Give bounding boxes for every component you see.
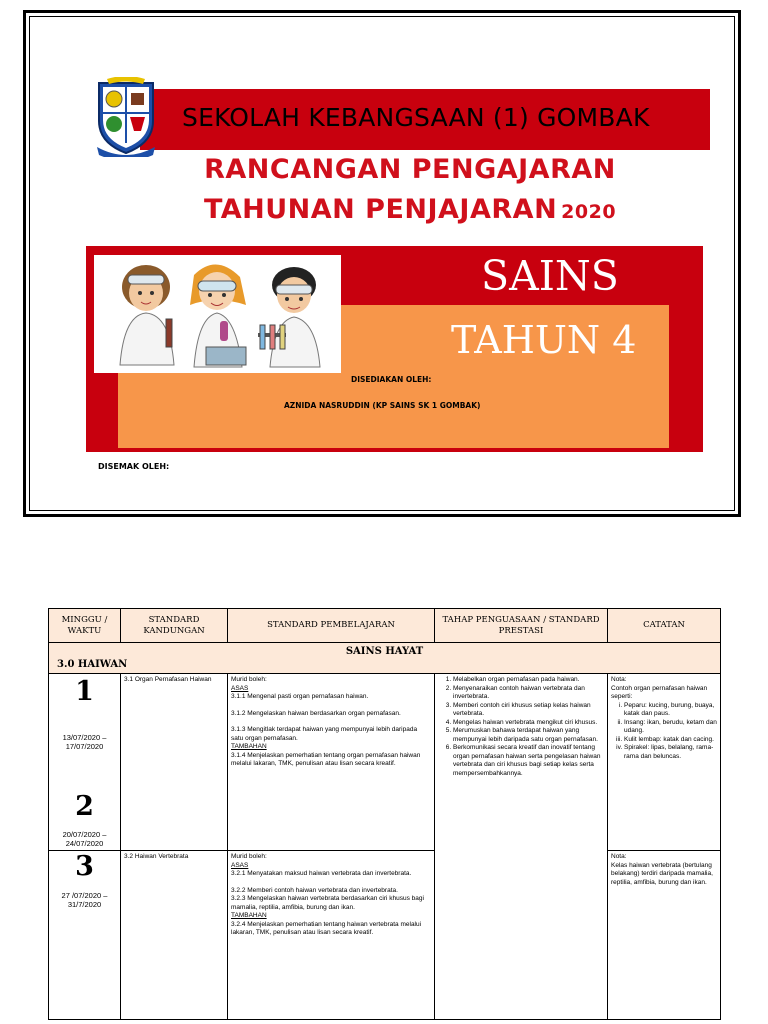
learning-standard-2 bbox=[228, 851, 435, 1020]
week-cell-1-2 bbox=[49, 674, 121, 851]
children-scientists-illustration bbox=[94, 255, 341, 373]
performance-item-4: 4. Mengelas haiwan vertebrata mengikut ciri khusus. bbox=[453, 719, 604, 728]
tambahan-heading: TAMBAHAN bbox=[231, 912, 267, 919]
table-row bbox=[49, 674, 721, 851]
performance-item-6: 6. Berkomunikasi secara kreatif dan inovatif tentang organ pernafasan haiwan serta pengelasan haiwan vertebrata dan ciri khusus bagi setiap kelas serta mempersembahkannya. bbox=[453, 744, 604, 778]
note-item-4: iv. Spirakel: lipas, belalang, rama-rama dan beluncas. bbox=[624, 744, 717, 761]
subject-year: TAHUN 4 bbox=[451, 318, 637, 362]
week-number-2: 2 bbox=[75, 791, 94, 822]
scientist-child-3 bbox=[258, 267, 320, 367]
standard-3-2-2: 3.2.2 Memberi contoh haiwan vertebrata dan invertebrata. bbox=[231, 886, 398, 894]
standard-3-2-1: 3.2.1 Menyatakan maksud haiwan vertebrata dan invertebrata. bbox=[231, 870, 412, 877]
notes-cell-2 bbox=[608, 851, 721, 1020]
school-crest-icon bbox=[93, 77, 159, 157]
notes-cell-1 bbox=[608, 674, 721, 851]
standard-3-1-3: 3.1.3 Mengitlak terdapat haiwan yang mempunyai lebih daripada satu organ pernafasan. bbox=[231, 726, 418, 742]
scientist-child-1 bbox=[120, 265, 174, 365]
note-title-1: Nota: bbox=[611, 676, 627, 683]
header-content-standard: STANDARD KANDUNGAN bbox=[121, 609, 228, 643]
header-week: MINGGU / WAKTU bbox=[49, 609, 121, 643]
note-list-1 bbox=[611, 702, 717, 762]
learning-standard-1 bbox=[228, 674, 435, 851]
prepared-by-label: DISEDIAKAN OLEH: bbox=[351, 375, 432, 384]
performance-item-3: 3. Memberi contoh ciri khusus setiap kelas haiwan vertebrata. bbox=[453, 702, 604, 719]
section-cell bbox=[49, 643, 721, 674]
plan-title-line1: RANCANGAN PENGAJARAN bbox=[204, 154, 616, 185]
section-topic: 3.0 HAIWAN bbox=[57, 659, 128, 670]
tambahan-heading: TAMBAHAN bbox=[231, 743, 267, 750]
week-date-3: 27 /07/2020 – 31/7/2020 bbox=[61, 891, 108, 909]
performance-standard-cell bbox=[435, 674, 608, 1020]
note-item-2: ii. Insang: ikan, berudu, ketam dan udang. bbox=[624, 719, 717, 736]
subject-name: SAINS bbox=[481, 252, 619, 300]
header-performance-standard: TAHAP PENGUASAAN / STANDARD PRESTASI bbox=[435, 609, 608, 643]
standard-3-1-4: 3.1.4 Menjelaskan pemerhatian tentang organ pernafasan haiwan melalui lakaran, TMK, penulisan atau lisan secara kreatif. bbox=[231, 751, 421, 767]
standard-3-1-2: 3.1.2 Mengelaskan haiwan berdasarkan organ pernafasan. bbox=[231, 709, 401, 717]
table-row bbox=[49, 851, 721, 1020]
note-item-3: iii. Kulit lembap: katak dan cacing. bbox=[624, 736, 717, 745]
content-standard-2: 3.2 Haiwan Vertebrata bbox=[121, 851, 228, 1020]
header-notes: CATATAN bbox=[608, 609, 721, 643]
content-standard-1: 3.1 Organ Pernafasan Haiwan bbox=[121, 674, 228, 851]
week-number-1: 1 bbox=[75, 676, 94, 707]
section-title: SAINS HAYAT bbox=[345, 646, 424, 657]
standard-3-2-4: 3.2.4 Menjelaskan pemerhatian tentang haiwan vertebrata melalui lakaran, TMK, penulisan atau lisan secara kreatif. bbox=[231, 920, 422, 936]
checked-by-label: DISEMAK OLEH: bbox=[98, 462, 170, 471]
prepared-by-name: AZNIDA NASRUDDIN (KP SAINS SK 1 GOMBAK) bbox=[284, 401, 481, 410]
plan-title-line2-text: TAHUNAN PENJAJARAN bbox=[203, 194, 558, 225]
note-title-2: Nota: bbox=[611, 853, 627, 860]
performance-list bbox=[438, 676, 604, 778]
week-number-3: 3 bbox=[75, 851, 94, 882]
week-date-2: 20/07/2020 – 24/07/2020 bbox=[62, 830, 107, 848]
section-row bbox=[49, 643, 721, 674]
standard-3-2-3: 3.2.3 Mengelaskan haiwan vertebrata berdasarkan ciri khusus bagi mamalia, reptilia, amfibia, burung dan ikan. bbox=[231, 895, 424, 911]
asas-heading: ASAS bbox=[231, 861, 249, 869]
plan-year: 2020 bbox=[561, 201, 617, 223]
performance-item-5: 5. Merumuskan bahawa terdapat haiwan yang mempunyai lebih daripada satu organ pernafasan. bbox=[453, 727, 604, 744]
week-date-1: 13/07/2020 – 17/07/2020 bbox=[62, 733, 107, 751]
intro-text: Murid boleh: bbox=[231, 676, 267, 683]
performance-item-2: 2. Menyenaraikan contoh haiwan vertebrata dan invertebrata. bbox=[453, 685, 604, 702]
intro-text: Murid boleh: bbox=[231, 853, 267, 860]
standard-3-1-1: 3.1.1 Mengenal pasti organ pernafasan haiwan. bbox=[231, 693, 369, 700]
table-header-row bbox=[49, 609, 721, 643]
note-intro-1: Contoh organ pernafasan haiwan seperti: bbox=[611, 684, 708, 700]
yearly-plan-table bbox=[48, 608, 721, 1020]
note-text-2: Kelas haiwan vertebrata (bertulang belakang) terdiri daripada mamalia, reptilia, amfibia, burung dan ikan. bbox=[611, 861, 713, 886]
scientist-child-2 bbox=[190, 264, 246, 367]
performance-item-1: 1. Melabelkan organ pernafasan pada haiwan. bbox=[453, 676, 604, 685]
header-learning-standard: STANDARD PEMBELAJARAN bbox=[228, 609, 435, 643]
note-item-1: i. Peparu: kucing, burung, buaya, katak dan paus. bbox=[624, 702, 717, 719]
school-name: SEKOLAH KEBANGSAAN (1) GOMBAK bbox=[182, 103, 650, 132]
asas-heading: ASAS bbox=[231, 684, 249, 692]
plan-title-line2 bbox=[110, 194, 710, 225]
week-cell-3 bbox=[49, 851, 121, 1020]
